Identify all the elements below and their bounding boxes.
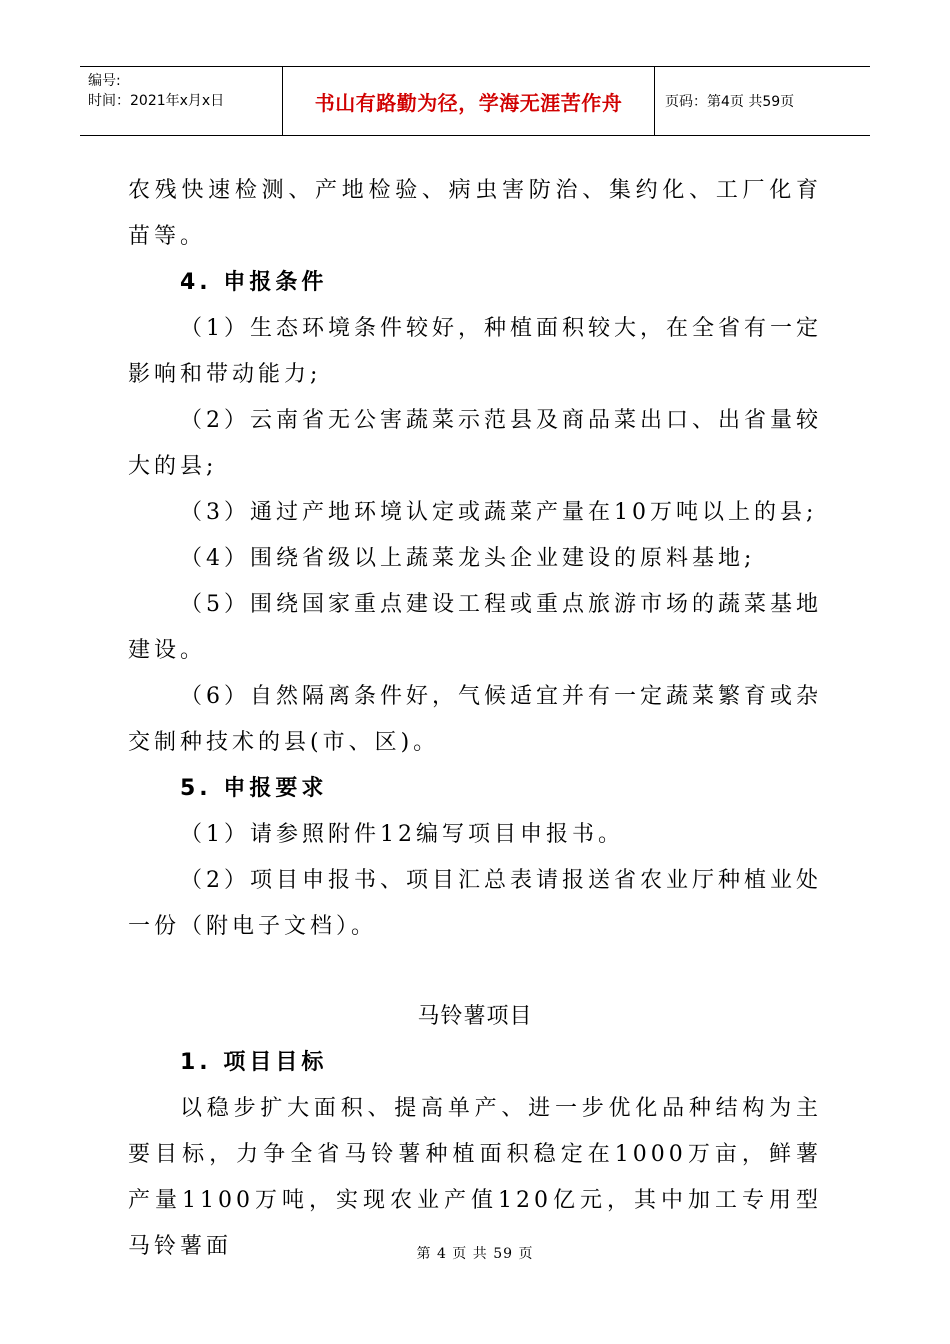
section-gap — [128, 950, 822, 994]
section-title: 马铃薯项目 — [417, 1004, 533, 1029]
heading-conditions: 4. 申报条件 — [180, 270, 328, 295]
header-motto: 书山有路勤为径，学海无涯苦作舟 — [283, 67, 655, 135]
condition-3: （3）通过产地环境认定或蔬菜产量在10万吨以上的县; — [180, 500, 818, 525]
condition-5: （5）围绕国家重点建设工程或重点旅游市场的蔬菜基地建设。 — [128, 592, 822, 663]
condition-2: （2）云南省无公害蔬菜示范县及商品菜出口、出省量较大的县; — [128, 408, 822, 479]
heading-goal: 1. 项目目标 — [180, 1050, 328, 1075]
goal-paragraph: 以稳步扩大面积、提高单产、进一步优化品种结构为主要目标，力争全省马铃薯种植面积稳定在1000万亩，鲜薯产量1100万吨，实现农业产值120亿元，其中加工专用型马铃薯面 — [128, 1096, 822, 1259]
page-header — [80, 66, 870, 136]
header-page-info: 页码：第4页 共59页 — [665, 94, 795, 110]
header-meta — [80, 67, 283, 135]
condition-1: （1）生态环境条件较好，种植面积较大，在全省有一定影响和带动能力; — [128, 316, 822, 387]
document-number-label: 编号: — [88, 73, 121, 89]
page-footer: 第 4 页 共 59 页 — [416, 1246, 534, 1262]
document-body — [128, 168, 822, 1270]
condition-6: （6）自然隔离条件好，气候适宜并有一定蔬菜繁育或杂交制种技术的县(市、区)。 — [128, 684, 822, 755]
requirement-1: （1）请参照附件12编写项目申报书。 — [180, 822, 624, 847]
heading-requirements: 5. 申报要求 — [180, 776, 328, 801]
condition-4: （4）围绕省级以上蔬菜龙头企业建设的原料基地; — [180, 546, 756, 571]
requirement-2: （2）项目申报书、项目汇总表请报送省农业厅种植业处一份（附电子文档）。 — [128, 868, 822, 939]
document-time-label: 时间：2021年x月x日 — [88, 93, 225, 109]
paragraph-continued: 农残快速检测、产地检验、病虫害防治、集约化、工厂化育苗等。 — [128, 178, 822, 249]
